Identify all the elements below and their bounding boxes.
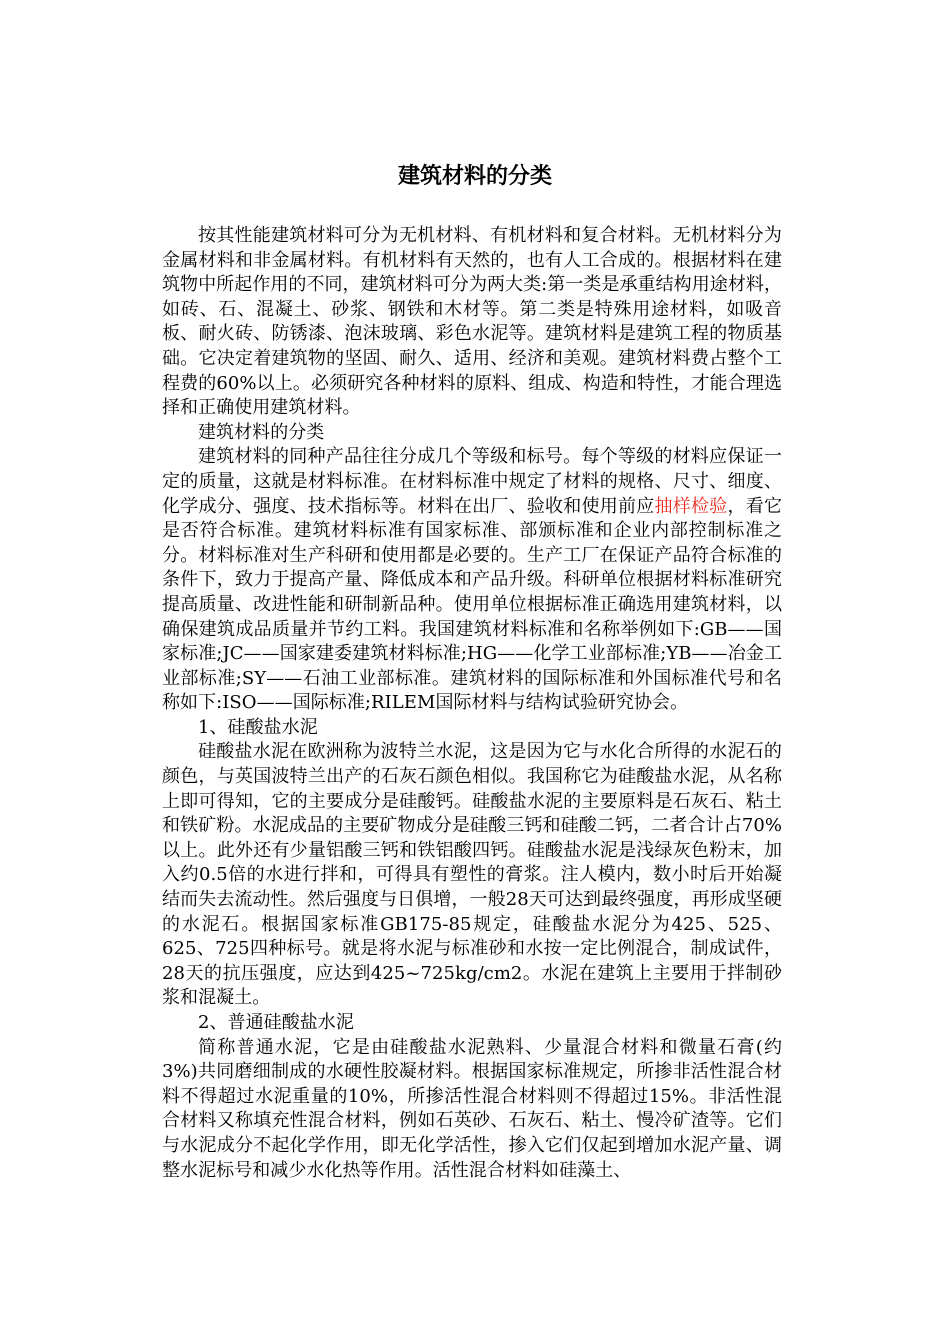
paragraph-standards <box>162 445 782 716</box>
paragraph-text: 建筑材料的同种产品往往分成几个等级和标号。每个等级的材料应保证一定的质量，这就是材料标准。在材料标准中规定了材料的规格、尺寸、细度、化学成分、强度、技术指标等。材料在出厂、验收和使用前应 <box>162 446 782 517</box>
paragraph-text: 硅酸盐水泥在欧洲称为波特兰水泥，这是因为它与水化合所得的水泥石的颜色，与英国波特兰出产的石灰石颜色相似。我国称它为硅酸盐水泥，从名称上即可得知，它的主要成分是硅酸钙。硅酸盐水泥的主要原料是石灰石、粘土和铁矿粉。水泥成品的主要矿物成分是硅酸三钙和硅酸二钙，二者合计占70%以上。此外还有少量铝酸三钙和铁铝酸四钙。硅酸盐水泥是浅绿灰色粉末，加入约0.5倍的水进行拌和，可得具有塑性的膏浆。注人模内，数小时后开始凝结而失去流动性。然后强度与日俱增，一般28天可达到最终强度，再形成坚硬的水泥石。根据国家标准GB175-85规定，硅酸盐水泥分为425、525、625、725四种标号。就是将水泥与标准砂和水按一定比例混合，制成试件，28天的抗压强度，应达到425~725kg/cm2。水泥在建筑上主要用于拌制砂浆和混凝土。 <box>162 741 782 1009</box>
section-heading-silicate-cement <box>162 716 782 741</box>
paragraph-text: ，看它是否符合标准。建筑材料标准有国家标准、部颁标准和企业内部控制标准之分。材料标准对生产科研和使用都是必要的。生产工厂在保证产品符合标准的条件下，致力于提高产量、降低成本和产品升级。科研单位根据材料标准研究提高质量、改进性能和研制新品种。使用单位根据标准正确选用建筑材料，以确保建筑成品质量并节约工料。我国建筑材料标准和名称举例如下:GB——国家标准;JC——国家建委建筑材料标准;HG——化学工业部标准;YB——冶金工业部标准;SY——石油工业部标准。建筑材料的国际标准和外国标准代号和名称如下:ISO——国际标准;RILEM国际材料与结构试验研究协会。 <box>162 495 782 714</box>
paragraph-text: 简称普通水泥，它是由硅酸盐水泥熟料、少量混合材料和微量石膏(约3%)共同磨细制成的水硬性胶凝材料。根据国家标准规定，所掺非活性混合材料不得超过水泥重量的10%，所掺活性混合材料则不得超过15%。非活性混合材料又称填充性混合材料，例如石英砂、石灰石、粘土、慢冷矿渣等。它们与水泥成分不起化学作用，即无化学活性，掺入它们仅起到增加水泥产量、调整水泥标号和减少水化热等作用。活性混合材料如硅藻土、 <box>162 1036 782 1181</box>
paragraph-text: 建筑材料的分类 <box>198 421 325 443</box>
sampling-inspection-link[interactable]: 抽样检验 <box>654 495 728 517</box>
paragraph-ordinary-cement <box>162 1036 782 1184</box>
paragraph-text: 按其性能建筑材料可分为无机材料、有机材料和复合材料。无机材料分为金属材料和非金属材料。有机材料有天然的，也有人工合成的。根据材料在建筑物中所起作用的不同，建筑材料可分为两大类:第一类是承重结构用途材料，如砖、石、混凝土、砂浆、钢铁和木材等。第二类是特殊用途材料，如吸音板、耐火砖、防锈漆、泡沫玻璃、彩色水泥等。建筑材料是建筑工程的物质基础。它决定着建筑物的坚固、耐久、适用、经济和美观。建筑材料费占整个工程费的60%以上。必须研究各种材料的原料、组成、构造和特性，才能合理选择和正确使用建筑材料。 <box>162 225 782 419</box>
section-heading-classification <box>162 421 782 446</box>
paragraph-intro <box>162 224 782 421</box>
paragraph-text: 1、硅酸盐水泥 <box>198 716 318 738</box>
section-heading-ordinary-cement <box>162 1011 782 1036</box>
document-body <box>162 224 782 1183</box>
document-title: 建筑材料的分类 <box>397 163 552 189</box>
paragraph-silicate-cement <box>162 740 782 1011</box>
paragraph-text: 2、普通硅酸盐水泥 <box>198 1012 354 1033</box>
